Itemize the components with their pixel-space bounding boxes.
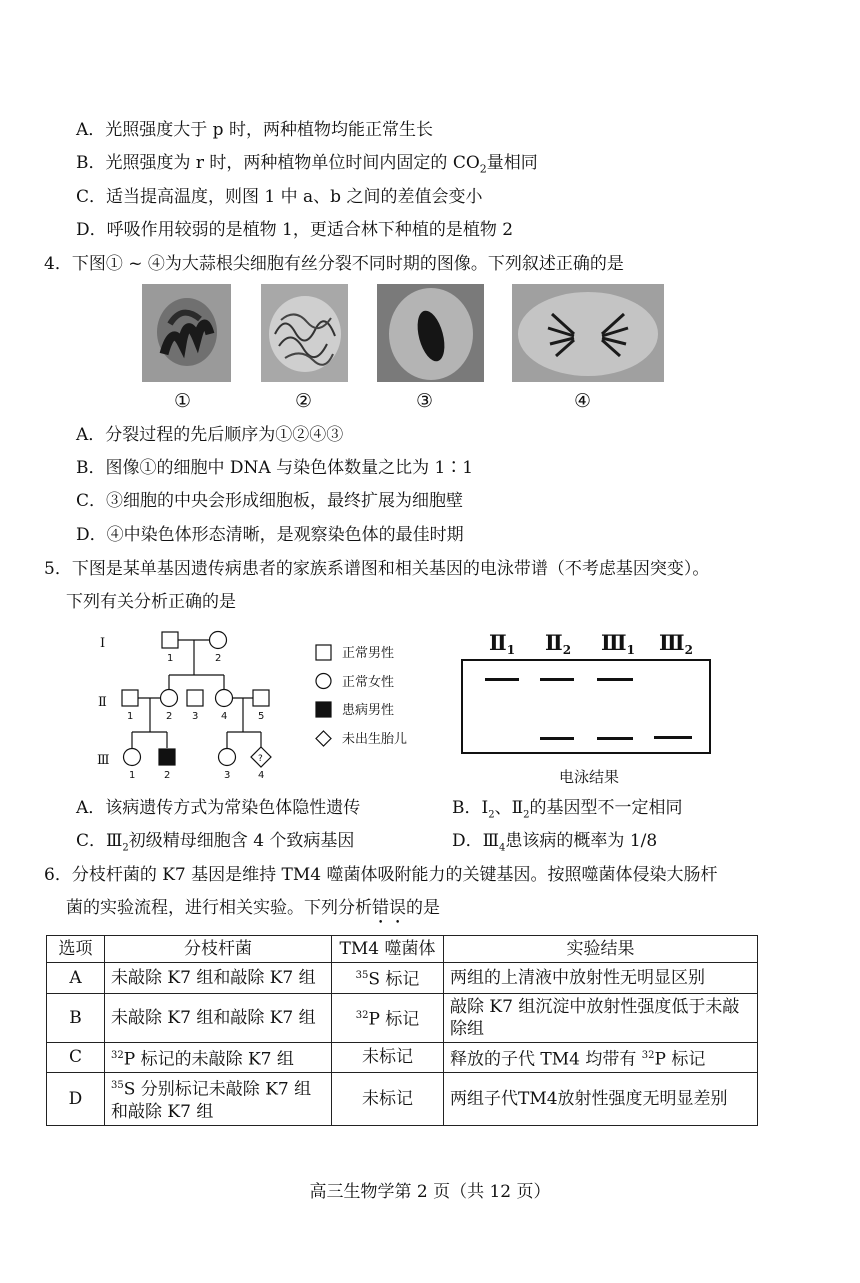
q5-option-a: A．该病遗传方式为常染色体隐性遗传 [76, 798, 361, 818]
q6-stem-line1: 6．分枝杆菌的 K7 基因是维持 TM4 噬菌体吸附能力的关键基因。按照噬菌体侵染大肠杆 [44, 865, 718, 885]
header-option: 选项 [47, 936, 105, 963]
q3-option-d: D．呼吸作用较弱的是植物 1，更适合林下种植的是植物 2 [76, 220, 514, 240]
num-II-5: 5 [258, 711, 265, 722]
q4-stem: 4．下图① ~ ④为大蒜根尖细胞有丝分裂不同时期的图像。下列叙述正确的是 [44, 254, 624, 274]
q3-option-a: A．光照强度大于 p 时，两种植物均能正常生长 [76, 120, 433, 140]
electrophoresis-gel [455, 622, 720, 790]
q4-option-b: B．图像①的细胞中 DNA 与染色体数量之比为 1∶1 [76, 458, 474, 478]
num-II-1: 1 [127, 711, 134, 722]
legend-affected-male-icon [316, 702, 331, 717]
q4-option-d: D．④中染色体形态清晰，是观察染色体的最佳时期 [76, 525, 464, 545]
num-III-3: 3 [224, 770, 231, 781]
gel-band-III1-upper [597, 678, 633, 681]
num-II-3: 3 [192, 711, 199, 722]
table-row: B 未敲除 K7 组和敲除 K7 组 $^{32}$P 标记 敲除 K7 组沉淀中放射性强度低于未敲除组 [47, 993, 758, 1042]
micrograph-4 [512, 284, 664, 382]
table-row: D $^{35}$S 分别标记未敲除 K7 组和敲除 K7 组 未标记 两组子代TM4放射性强度无明显差别 [47, 1073, 758, 1126]
num-I-2: 2 [215, 653, 222, 664]
pedigree-III-2 [159, 749, 175, 765]
pedigree-II-3 [187, 690, 203, 706]
micrograph-label-4: ④ [574, 390, 592, 412]
gel-band-II1-upper [485, 678, 519, 681]
header-result: 实验结果 [444, 936, 758, 963]
gel-frame [462, 660, 710, 753]
gel-lane-1-label: Ⅱ1 [489, 630, 516, 657]
q5-option-b: B．$Ⅰ_2$、$Ⅱ_2$的基因型不一定相同 [452, 798, 683, 821]
num-II-4: 4 [221, 711, 228, 722]
micrograph-label-1: ① [174, 390, 192, 412]
header-phage: TM4 噬菌体 [332, 936, 444, 963]
q6-stem-line2: 菌的实验流程，进行相关实验。下列分析错误的是 [66, 898, 440, 918]
legend-normal-female-icon [316, 674, 331, 689]
legend-normal-female: 正常女性 [342, 675, 395, 690]
unborn-question-mark: ? [258, 754, 263, 764]
num-III-4: 4 [258, 770, 265, 781]
legend-unborn-icon [316, 731, 331, 746]
q5-stem-line2: 下列有关分析正确的是 [66, 592, 236, 612]
pedigree-chart [80, 620, 440, 792]
header-bacteria: 分枝杆菌 [105, 936, 332, 963]
gel-lane-2-label: Ⅱ2 [545, 630, 572, 657]
gel-caption: 电泳结果 [559, 768, 620, 786]
pedigree-II-4 [216, 690, 233, 707]
gel-band-II2-upper [540, 678, 574, 681]
gen-label-2: Ⅱ [98, 695, 107, 710]
pedigree-III-1 [124, 749, 141, 766]
q3-option-b: B．光照强度为 r 时，两种植物单位时间内固定的 $CO_2$量相同 [76, 153, 538, 176]
q5-option-d: D．$Ⅲ_4$患该病的概率为 1/8 [452, 831, 658, 854]
gel-band-II2-lower [540, 737, 574, 740]
legend-normal-male: 正常男性 [342, 646, 395, 661]
pedigree-I-2 [210, 632, 227, 649]
q3-option-c: C．适当提高温度，则图 1 中 a、b 之间的差值会变小 [76, 187, 483, 207]
legend-affected-male: 患病男性 [342, 703, 395, 718]
micrograph-3 [377, 284, 484, 382]
q5-option-c: C．$Ⅲ_2$初级精母细胞含 4 个致病基因 [76, 831, 355, 854]
micrograph-2 [261, 284, 348, 382]
pedigree-I-1 [162, 632, 178, 648]
pedigree-II-2 [161, 690, 178, 707]
micrograph-label-2: ② [295, 390, 313, 412]
micrograph-1 [142, 284, 231, 382]
pedigree-II-1 [122, 690, 138, 706]
gen-label-3: Ⅲ [97, 753, 110, 768]
legend-normal-male-icon [316, 645, 331, 660]
num-III-1: 1 [129, 770, 136, 781]
gel-lane-3-label: Ⅲ1 [601, 630, 635, 657]
emphasis-error: 错误 [372, 898, 406, 918]
q4-option-a: A．分裂过程的先后顺序为①②④③ [76, 425, 344, 445]
num-III-2: 2 [164, 770, 171, 781]
gen-label-1: Ⅰ [100, 636, 106, 651]
page-footer: 高三生物学第 2 页（共 12 页） [309, 1182, 551, 1202]
gel-band-III2-lower [654, 736, 692, 739]
micrograph-label-3: ③ [416, 390, 434, 412]
gel-lane-4-label: Ⅲ2 [659, 630, 693, 657]
pedigree-II-5 [253, 690, 269, 706]
table-row: A 未敲除 K7 组和敲除 K7 组 $^{35}$S 标记 两组的上清液中放射性无明显区别 [47, 963, 758, 994]
table-header-row [47, 936, 758, 963]
num-II-2: 2 [166, 711, 173, 722]
legend-unborn: 未出生胎儿 [342, 732, 408, 747]
q4-option-c: C．③细胞的中央会形成细胞板，最终扩展为细胞壁 [76, 491, 464, 511]
q5-stem-line1: 5．下图是某单基因遗传病患者的家族系谱图和相关基因的电泳带谱（不考虑基因突变）。 [44, 559, 710, 579]
table-row: C $^{32}$P 标记的未敲除 K7 组 未标记 释放的子代 TM4 均带有 $^{32}$P 标记 [47, 1042, 758, 1073]
q6-table [46, 935, 758, 1126]
gel-band-III1-lower [597, 737, 633, 740]
pedigree-III-3 [219, 749, 236, 766]
num-I-1: 1 [167, 653, 174, 664]
